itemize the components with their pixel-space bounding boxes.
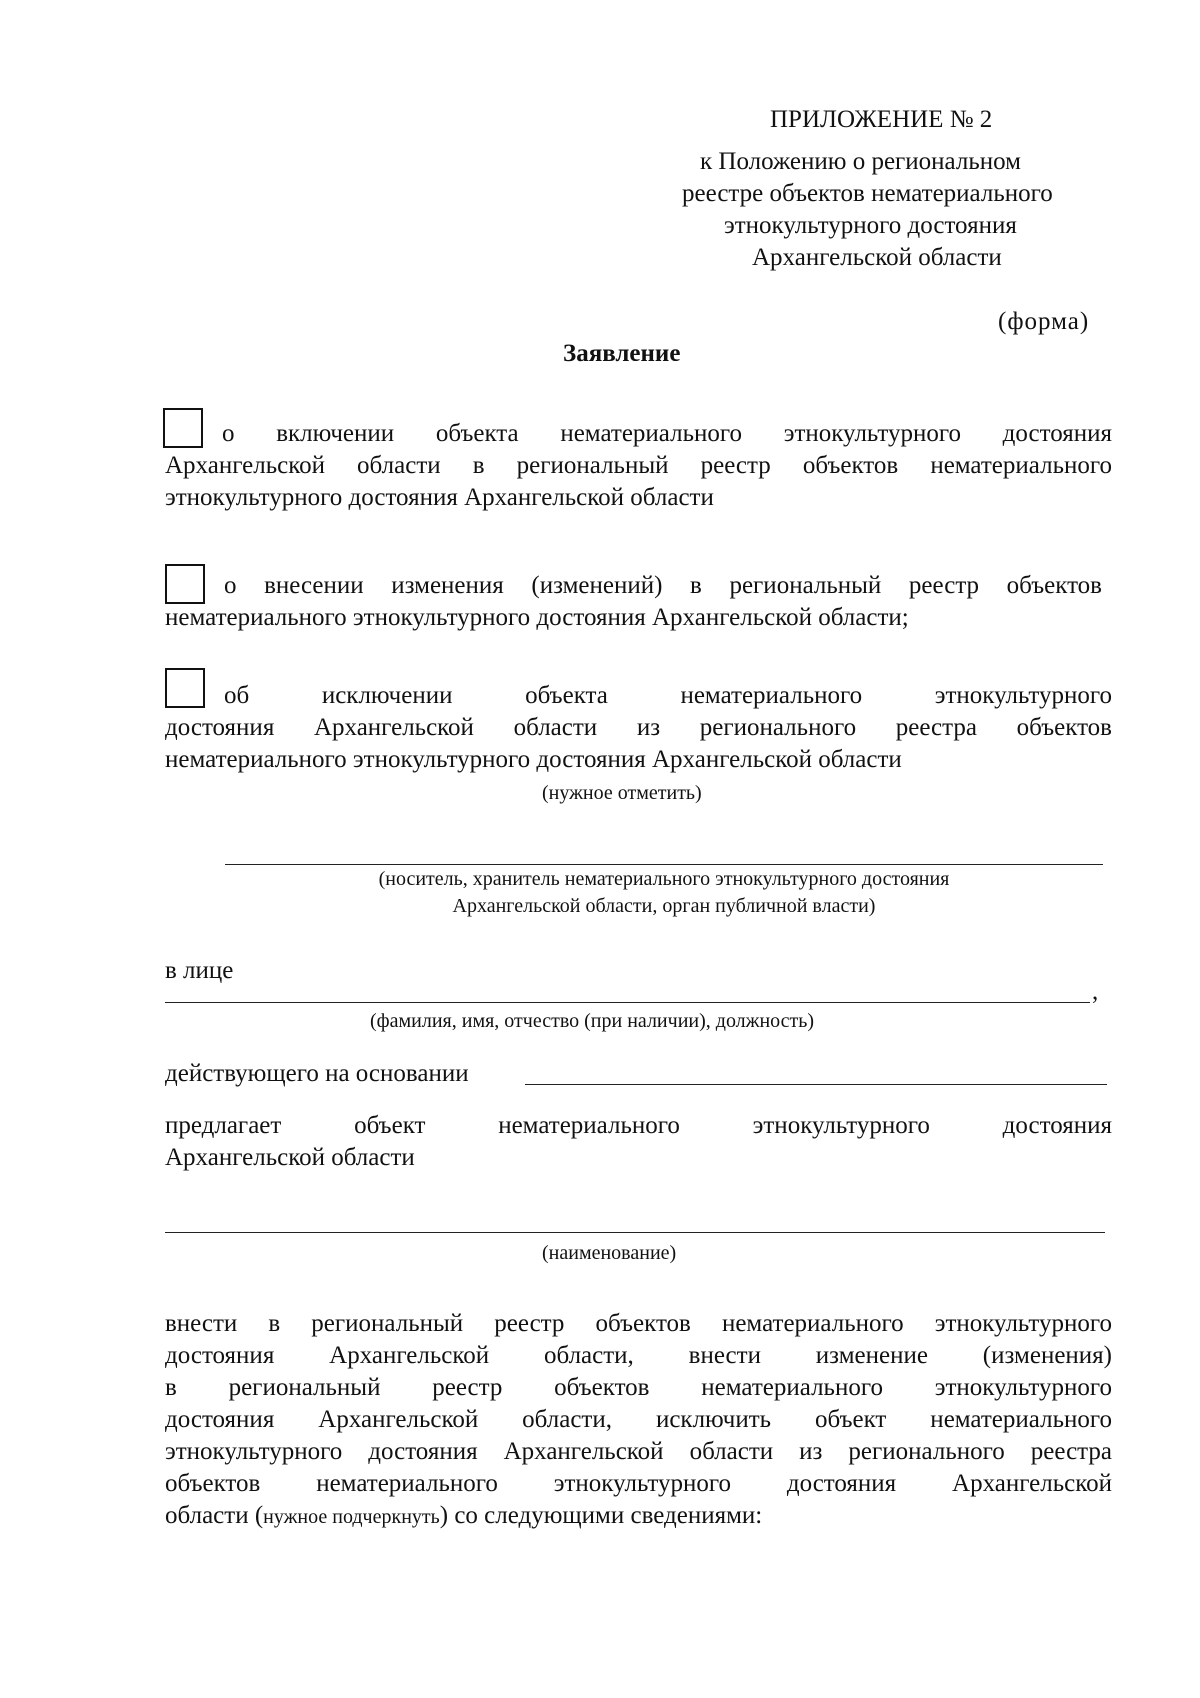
header-line-1: к Положению о региональном xyxy=(700,148,1021,175)
option-change-line-2: нематериального этнокультурного достояния Архангельской области; xyxy=(165,604,909,631)
option-exclude-line-2: достояния Архангельской области из регионального реестра объектов xyxy=(165,714,1112,741)
in-person-label: в лице xyxy=(165,957,234,984)
body-line-6: объектов нематериального этнокультурного достояния Архангельской xyxy=(165,1470,1112,1497)
basis-field-line[interactable] xyxy=(525,1084,1107,1085)
person-caption: (фамилия, имя, отчество (при наличии), должность) xyxy=(370,1010,815,1032)
form-label: (форма) xyxy=(998,308,1090,335)
body-line-4: достояния Архангельской области, исключить объект нематериального xyxy=(165,1406,1112,1433)
option-include-line-3: этнокультурного достояния Архангельской области xyxy=(165,484,714,511)
body-line-1: внести в региональный реестр объектов нематериального этнокультурного xyxy=(165,1310,1112,1337)
proposes-line-2: Архангельской области xyxy=(165,1144,415,1171)
option-change-line-1: о внесении изменения (изменений) в региональный реестр объектов xyxy=(224,572,1102,599)
option-exclude-line-1: об исключении объекта нематериального этнокультурного xyxy=(224,682,1112,709)
appendix-number: ПРИЛОЖЕНИЕ № 2 xyxy=(770,106,993,133)
body-line-3: в региональный реестр объектов нематериального этнокультурного xyxy=(165,1374,1112,1401)
option-include-line-1: о включении объекта нематериального этнокультурного достояния xyxy=(222,420,1112,447)
option-include-checkbox[interactable] xyxy=(163,408,203,448)
holder-caption-line-2: Архангельской области, орган публичной власти) xyxy=(452,895,876,917)
basis-label: действующего на основании xyxy=(165,1060,469,1087)
document-title: Заявление xyxy=(563,340,681,367)
option-exclude-line-3: нематериального этнокультурного достояния Архангельской области xyxy=(165,746,902,773)
body-last-suffix: ) со следующими сведениями: xyxy=(439,1502,763,1529)
header-line-4: Архангельской области xyxy=(752,244,1002,271)
body-last-prefix: области ( xyxy=(165,1502,264,1529)
body-line-5: этнокультурного достояния Архангельской области из регионального реестра xyxy=(165,1438,1112,1465)
header-line-2: реестре объектов нематериального xyxy=(682,180,1053,207)
person-field-line[interactable] xyxy=(165,1002,1090,1003)
holder-field-line[interactable] xyxy=(225,864,1103,865)
person-comma: , xyxy=(1092,978,1099,1005)
mark-note: (нужное отметить) xyxy=(542,782,702,804)
name-field-line[interactable] xyxy=(165,1232,1105,1233)
body-line-7 xyxy=(165,1500,762,1533)
holder-caption-line-1: (носитель, хранитель нематериального этнокультурного достояния xyxy=(378,868,950,890)
header-line-3: этнокультурного достояния xyxy=(724,212,1017,239)
option-exclude-checkbox[interactable] xyxy=(165,668,205,708)
proposes-line-1: предлагает объект нематериального этнокультурного достояния xyxy=(165,1112,1112,1139)
name-caption: (наименование) xyxy=(542,1242,677,1264)
body-line-2: достояния Архангельской области, внести изменение (изменения) xyxy=(165,1342,1112,1369)
option-include-line-2: Архангельской области в региональный реестр объектов нематериального xyxy=(165,452,1112,479)
body-underline-note: нужное подчеркнуть xyxy=(263,1506,440,1528)
option-change-checkbox[interactable] xyxy=(165,564,205,604)
